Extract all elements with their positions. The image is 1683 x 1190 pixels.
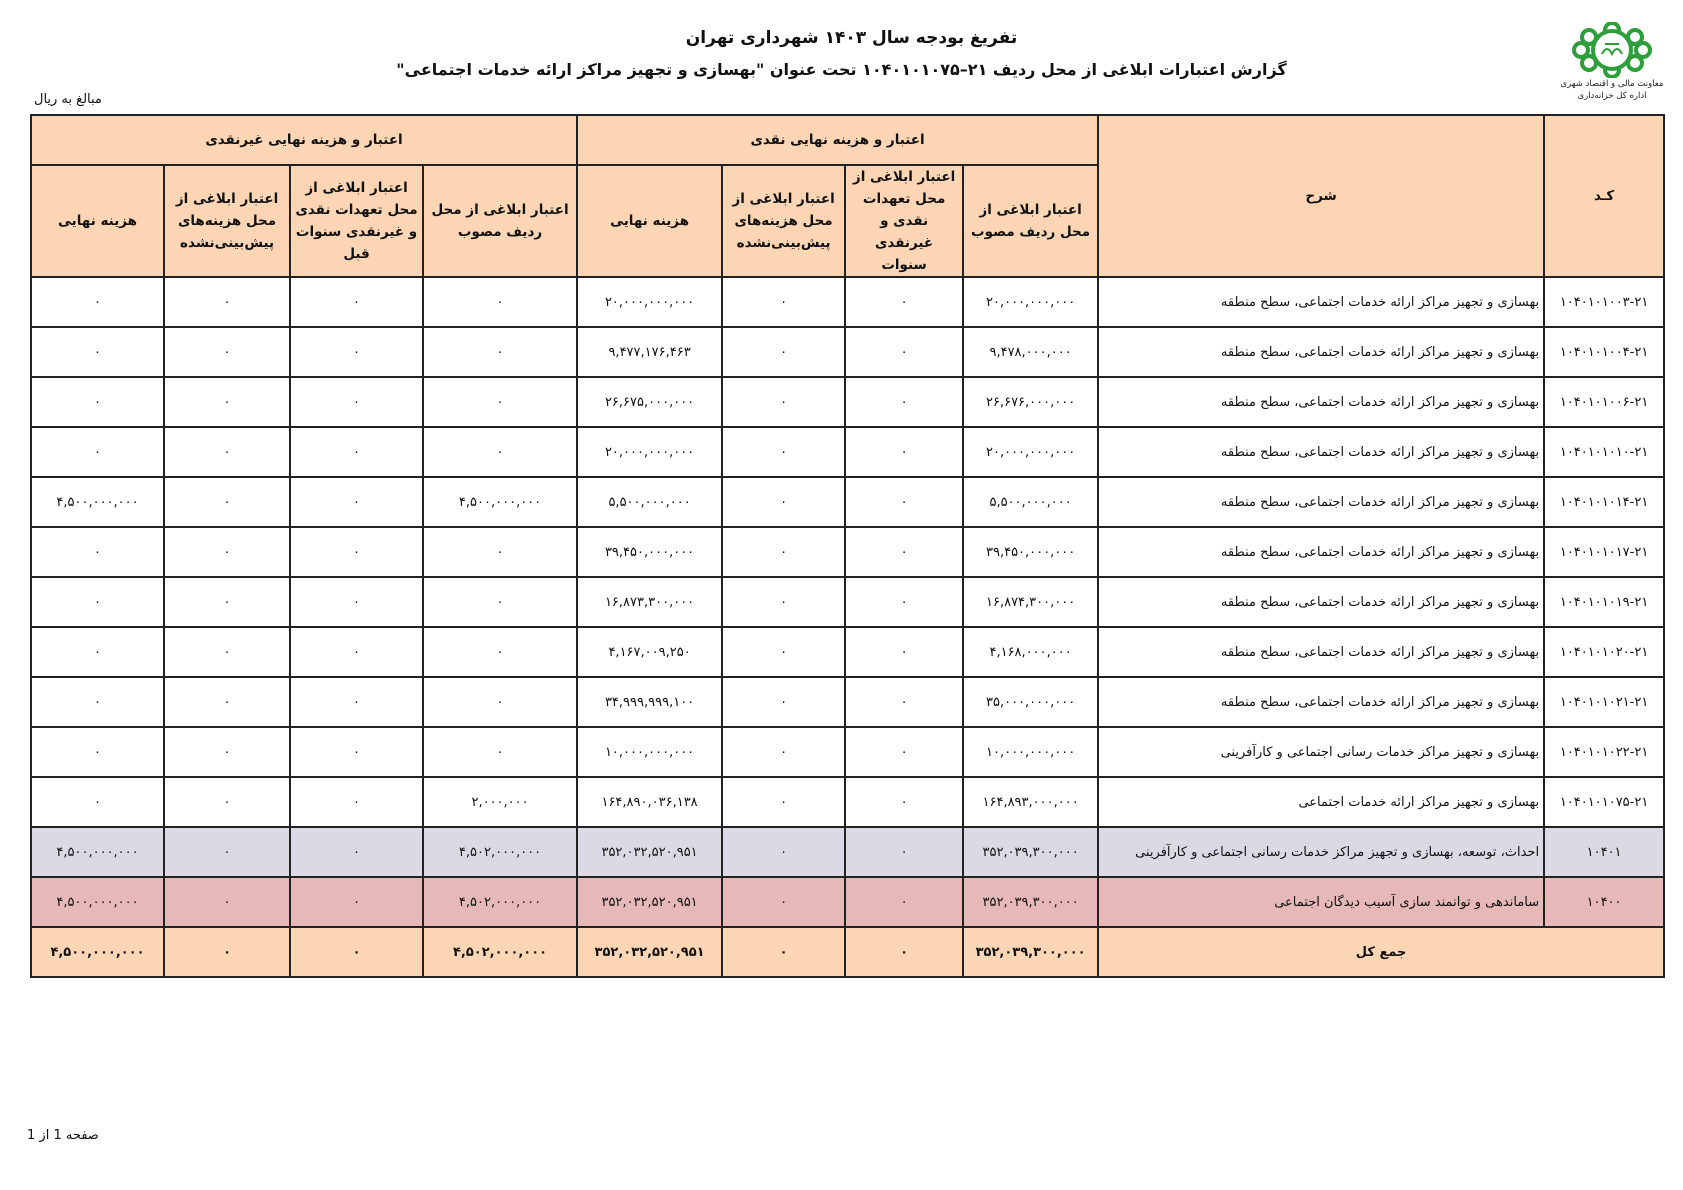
amount-cell: ۰ [845,477,963,527]
amount-cell: ۲۰,۰۰۰,۰۰۰,۰۰۰ [577,427,722,477]
amount-cell: ۰ [164,277,290,327]
amount-cell: ۰ [722,627,845,677]
grand-total-amount: ۰ [845,927,963,977]
amount-cell: ۰ [722,327,845,377]
grand-total-label: جمع کل [1098,927,1664,977]
amount-cell: ۰ [845,677,963,727]
amount-cell: ۰ [164,677,290,727]
description-cell: بهسازی و تجهیز مراکز ارائه خدمات اجتماعی، سطح منطقه [1098,527,1544,577]
amount-cell: ۰ [722,377,845,427]
amount-cell: ۰ [423,377,577,427]
table-body [31,277,1664,977]
amount-cell: ۰ [164,427,290,477]
table-row [31,327,1664,377]
code-cell: ۱۰۴۰۱۰۱۰۱۰-۲۱ [1544,427,1664,477]
amount-cell: ۳۵۲,۰۳۲,۵۲۰,۹۵۱ [577,827,722,877]
header-group-noncash: اعتبار و هزینه نهایی غیرنقدی [31,115,577,165]
amount-cell: ۰ [722,277,845,327]
amount-cell: ۹,۴۷۸,۰۰۰,۰۰۰ [963,327,1098,377]
amount-cell: ۲۰,۰۰۰,۰۰۰,۰۰۰ [963,427,1098,477]
amount-cell: ۰ [290,277,423,327]
amount-cell: ۰ [845,777,963,827]
description-cell: بهسازی و تجهیز مراکز ارائه خدمات اجتماعی، سطح منطقه [1098,377,1544,427]
description-cell: بهسازی و تجهیز مراکز ارائه خدمات اجتماعی، سطح منطقه [1098,327,1544,377]
amount-cell: ۳۹,۴۵۰,۰۰۰,۰۰۰ [577,527,722,577]
amount-cell: ۰ [31,627,164,677]
amount-cell: ۴,۵۰۰,۰۰۰,۰۰۰ [31,827,164,877]
amount-cell: ۱۰,۰۰۰,۰۰۰,۰۰۰ [577,727,722,777]
amount-cell: ۰ [290,727,423,777]
header-cash-approved: اعتبار ابلاغی از محل ردیف مصوب [963,165,1098,277]
amount-cell: ۰ [164,627,290,677]
amount-cell: ۰ [164,477,290,527]
amount-cell: ۰ [164,827,290,877]
code-cell: ۱۰۴۰۱۰۱۰۰۶-۲۱ [1544,377,1664,427]
amount-cell: ۱۶۴,۸۹۳,۰۰۰,۰۰۰ [963,777,1098,827]
code-cell: ۱۰۴۰۱۰۱۰۰۴-۲۱ [1544,327,1664,377]
code-cell: ۱۰۴۰۰ [1544,877,1664,927]
description-cell: بهسازی و تجهیز مراکز ارائه خدمات اجتماعی، سطح منطقه [1098,677,1544,727]
report-title-text: تفریغ بودجه سال ۱۴۰۳ شهرداری تهران [685,28,1018,48]
description-cell: بهسازی و تجهیز مراکز ارائه خدمات اجتماعی، سطح منطقه [1098,427,1544,477]
amount-cell: ۰ [845,627,963,677]
amount-cell: ۲۰,۰۰۰,۰۰۰,۰۰۰ [963,277,1098,327]
header-noncash-prior-commitments: اعتبار ابلاغی از محل تعهدات نقدی و غیرنقدی سنوات قبل [290,165,423,277]
amount-cell: ۳۵,۰۰۰,۰۰۰,۰۰۰ [963,677,1098,727]
amount-cell: ۰ [423,327,577,377]
header-noncash-approved: اعتبار ابلاغی از محل ردیف مصوب [423,165,577,277]
header-description: شرح [1098,115,1544,277]
amount-cell: ۱۶,۸۷۴,۳۰۰,۰۰۰ [963,577,1098,627]
amount-cell: ۰ [722,877,845,927]
amount-cell: ۳۴,۹۹۹,۹۹۹,۱۰۰ [577,677,722,727]
description-cell: بهسازی و تجهیز مراکز خدمات رسانی اجتماعی و کارآفرینی [1098,727,1544,777]
table-row [31,377,1664,427]
grand-total-amount: ۴,۵۰۲,۰۰۰,۰۰۰ [423,927,577,977]
amount-cell: ۰ [722,477,845,527]
description-cell: احداث، توسعه، بهسازی و تجهیز مراکز خدمات رسانی اجتماعی و کارآفرینی [1098,827,1544,877]
amount-cell: ۰ [290,527,423,577]
code-cell: ۱۰۴۰۱۰۱۰۱۴-۲۱ [1544,477,1664,527]
amount-cell: ۰ [423,527,577,577]
table-row [31,577,1664,627]
code-cell: ۱۰۴۰۱۰۱۰۱۷-۲۱ [1544,527,1664,577]
report-subtitle [0,60,1683,79]
amount-cell: ۰ [31,677,164,727]
amount-cell: ۲۶,۶۷۶,۰۰۰,۰۰۰ [963,377,1098,427]
amount-cell: ۱۶۴,۸۹۰,۰۳۶,۱۳۸ [577,777,722,827]
amount-cell: ۰ [845,427,963,477]
group-total-row [31,877,1664,927]
code-cell: ۱۰۴۰۱ [1544,827,1664,877]
header-cash-unforeseen: اعتبار ابلاغی از محل هزینه‌های پیش‌بینی‌نشده [722,165,845,277]
amount-cell: ۰ [845,277,963,327]
header-noncash-final-expense: هزینه نهایی [31,165,164,277]
amount-cell: ۴,۵۰۲,۰۰۰,۰۰۰ [423,877,577,927]
code-cell: ۱۰۴۰۱۰۱۰۰۳-۲۱ [1544,277,1664,327]
amount-cell: ۰ [290,577,423,627]
report-title [0,28,1683,48]
amount-cell: ۰ [423,577,577,627]
logo-caption-2: اداره کل خزانه‌داری [1577,91,1647,101]
amount-cell: ۰ [164,727,290,777]
amount-cell: ۳۵۲,۰۳۹,۳۰۰,۰۰۰ [963,827,1098,877]
amount-cell: ۰ [722,427,845,477]
amount-cell: ۰ [290,627,423,677]
description-cell: بهسازی و تجهیز مراکز ارائه خدمات اجتماعی، سطح منطقه [1098,627,1544,677]
tehran-municipality-logo [1552,22,1672,102]
amount-cell: ۰ [290,377,423,427]
amount-cell: ۹,۴۷۷,۱۷۶,۴۶۳ [577,327,722,377]
logo-star-icon [1567,22,1657,78]
amount-cell: ۰ [290,427,423,477]
amount-cell: ۰ [31,277,164,327]
code-cell: ۱۰۴۰۱۰۱۰۲۱-۲۱ [1544,677,1664,727]
header-code: کـد [1544,115,1664,277]
amount-cell: ۰ [722,777,845,827]
amount-cell: ۰ [290,477,423,527]
amount-cell: ۲۰,۰۰۰,۰۰۰,۰۰۰ [577,277,722,327]
amount-cell: ۰ [31,527,164,577]
page-number: صفحه 1 از 1 [27,1128,99,1143]
amount-cell: ۰ [845,877,963,927]
amount-cell: ۵,۵۰۰,۰۰۰,۰۰۰ [963,477,1098,527]
amount-cell: ۰ [31,427,164,477]
amount-cell: ۰ [722,577,845,627]
amount-cell: ۴,۱۶۷,۰۰۹,۲۵۰ [577,627,722,677]
amount-cell: ۰ [290,327,423,377]
currency-unit-note: مبالغ به ریال [34,92,102,107]
amount-cell: ۵,۵۰۰,۰۰۰,۰۰۰ [577,477,722,527]
amount-cell: ۴,۵۰۰,۰۰۰,۰۰۰ [31,877,164,927]
amount-cell: ۰ [164,327,290,377]
amount-cell: ۰ [31,727,164,777]
grand-total-amount: ۳۵۲,۰۳۹,۳۰۰,۰۰۰ [963,927,1098,977]
amount-cell: ۰ [290,827,423,877]
table-row [31,777,1664,827]
amount-cell: ۴,۵۰۰,۰۰۰,۰۰۰ [31,477,164,527]
report-subtitle-text: گزارش اعتبارات ابلاغی از محل ردیف ۲۱–۱۰۴۰۱۰۱۰۷۵ تحت عنوان "بهسازی و تجهیز مراکز ارائه خدمات اجتماعی" [396,60,1287,79]
amount-cell: ۰ [423,627,577,677]
grand-total-amount: ۴,۵۰۰,۰۰۰,۰۰۰ [31,927,164,977]
code-cell: ۱۰۴۰۱۰۱۰۲۲-۲۱ [1544,727,1664,777]
subtotal-row [31,827,1664,877]
table-row [31,477,1664,527]
amount-cell: ۰ [423,427,577,477]
amount-cell: ۰ [722,727,845,777]
grand-total-amount: ۰ [164,927,290,977]
logo-caption-1: معاونت مالی و اقتصاد شهری [1560,79,1664,89]
header-group-cash: اعتبار و هزینه نهایی نقدی [577,115,1098,165]
description-cell: بهسازی و تجهیز مراکز ارائه خدمات اجتماعی [1098,777,1544,827]
amount-cell: ۰ [164,527,290,577]
table-row [31,727,1664,777]
amount-cell: ۲۶,۶۷۵,۰۰۰,۰۰۰ [577,377,722,427]
amount-cell: ۰ [31,377,164,427]
table-row [31,427,1664,477]
amount-cell: ۰ [164,777,290,827]
amount-cell: ۰ [31,327,164,377]
amount-cell: ۳۵۲,۰۳۹,۳۰۰,۰۰۰ [963,877,1098,927]
amount-cell: ۴,۵۰۲,۰۰۰,۰۰۰ [423,827,577,877]
table-row [31,277,1664,327]
amount-cell: ۱۰,۰۰۰,۰۰۰,۰۰۰ [963,727,1098,777]
amount-cell: ۰ [290,777,423,827]
description-cell: بهسازی و تجهیز مراکز ارائه خدمات اجتماعی، سطح منطقه [1098,477,1544,527]
amount-cell: ۰ [31,577,164,627]
description-cell: بهسازی و تجهیز مراکز ارائه خدمات اجتماعی، سطح منطقه [1098,577,1544,627]
amount-cell: ۰ [423,727,577,777]
amount-cell: ۰ [845,327,963,377]
amount-cell: ۳۹,۴۵۰,۰۰۰,۰۰۰ [963,527,1098,577]
amount-cell: ۱۶,۸۷۳,۳۰۰,۰۰۰ [577,577,722,627]
amount-cell: ۰ [31,777,164,827]
amount-cell: ۲,۰۰۰,۰۰۰ [423,777,577,827]
table-row [31,627,1664,677]
amount-cell: ۰ [290,877,423,927]
amount-cell: ۰ [845,377,963,427]
amount-cell: ۰ [164,577,290,627]
amount-cell: ۰ [290,677,423,727]
description-cell: بهسازی و تجهیز مراکز ارائه خدمات اجتماعی، سطح منطقه [1098,277,1544,327]
budget-table [30,114,1665,978]
amount-cell: ۰ [722,827,845,877]
table-row [31,677,1664,727]
amount-cell: ۰ [722,677,845,727]
amount-cell: ۴,۵۰۰,۰۰۰,۰۰۰ [423,477,577,527]
header-cash-final-expense: هزینه نهایی [577,165,722,277]
grand-total-amount: ۰ [722,927,845,977]
table-row [31,527,1664,577]
amount-cell: ۰ [845,577,963,627]
code-cell: ۱۰۴۰۱۰۱۰۲۰-۲۱ [1544,627,1664,677]
amount-cell: ۰ [845,727,963,777]
amount-cell: ۳۵۲,۰۳۲,۵۲۰,۹۵۱ [577,877,722,927]
grand-total-amount: ۰ [290,927,423,977]
description-cell: ساماندهی و توانمند سازی آسیب دیدگان اجتماعی [1098,877,1544,927]
code-cell: ۱۰۴۰۱۰۱۰۷۵-۲۱ [1544,777,1664,827]
amount-cell: ۰ [423,277,577,327]
amount-cell: ۴,۱۶۸,۰۰۰,۰۰۰ [963,627,1098,677]
amount-cell: ۰ [845,527,963,577]
amount-cell: ۰ [722,527,845,577]
code-cell: ۱۰۴۰۱۰۱۰۱۹-۲۱ [1544,577,1664,627]
amount-cell: ۰ [423,677,577,727]
amount-cell: ۰ [845,827,963,877]
amount-cell: ۰ [164,877,290,927]
header-cash-prior-commitments: اعتبار ابلاغی از محل تعهدات نقدی و غیرنقدی سنوات [845,165,963,277]
grand-total-amount: ۳۵۲,۰۳۲,۵۲۰,۹۵۱ [577,927,722,977]
grand-total-row [31,927,1664,977]
header-noncash-unforeseen: اعتبار ابلاغی از محل هزینه‌های پیش‌بینی‌نشده [164,165,290,277]
amount-cell: ۰ [164,377,290,427]
